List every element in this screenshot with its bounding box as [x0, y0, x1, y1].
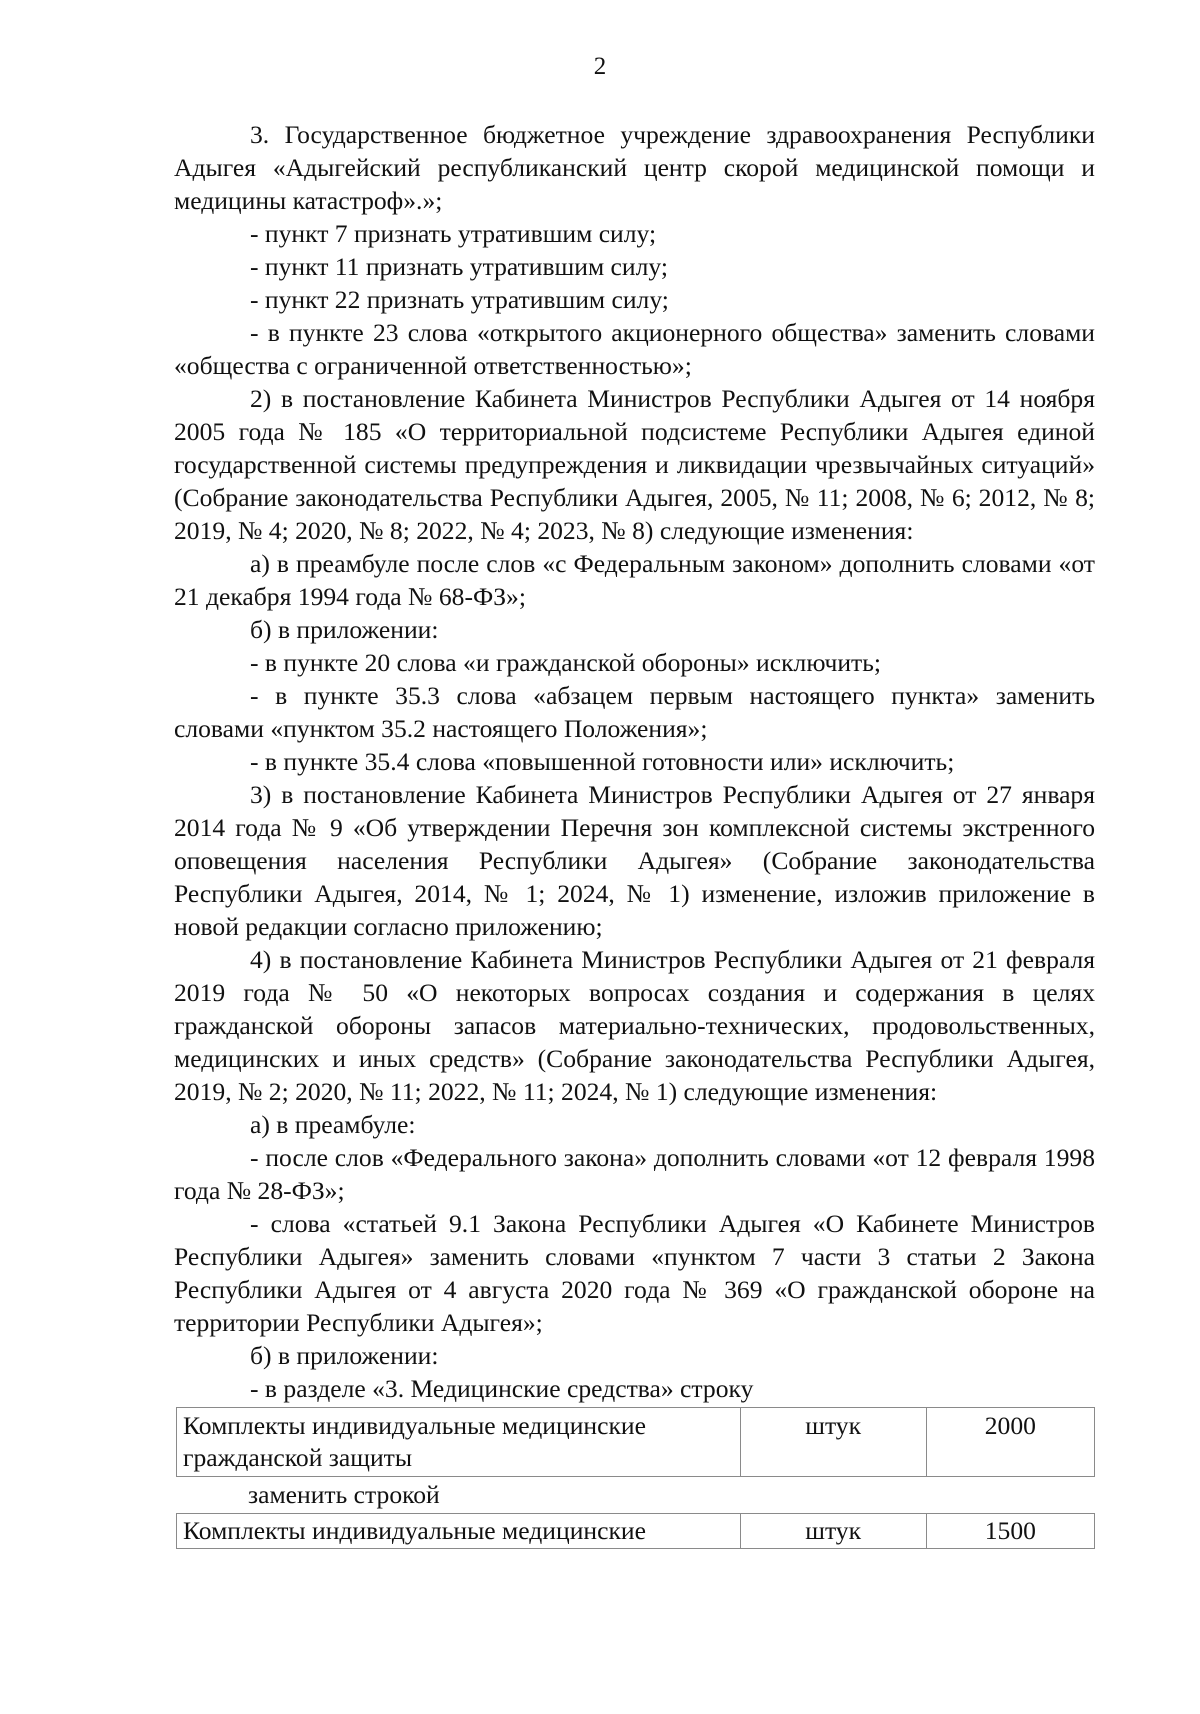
paragraph-amendment-4a: а) в преамбуле: [250, 1110, 416, 1139]
paragraph-point-7-repealed: - пункт 7 признать утратившим силу; [250, 219, 657, 248]
paragraph-item-3-institution: 3. Государственное бюджетное учреждение здравоохранения Республики Адыгея «Адыгейский республиканский центр скорой медицинской помощи и медицины катастроф».»; [174, 120, 1095, 215]
paragraph-point-22-repealed: - пункт 22 признать утратившим силу; [250, 285, 669, 314]
old-row-unit: штук [740, 1408, 926, 1477]
new-row-name: Комплекты индивидуальные медицинские [177, 1514, 741, 1549]
new-row-table [176, 1513, 1095, 1549]
paragraph-amendment-2a: а) в преамбуле после слов «с Федеральным законом» дополнить словами «от 21 декабря 1994 года № 68-ФЗ»; [174, 549, 1095, 611]
paragraph-federal-law-addition: - после слов «Федерального закона» дополнить словами «от 12 февраля 1998 года № 28-ФЗ»; [174, 1143, 1095, 1205]
paragraph-amendment-4: 4) в постановление Кабинета Министров Республики Адыгея от 21 февраля 2019 года № 50 «О некоторых вопросах создания и содержания в целях гражданской обороны запасов материально-технических, продовольственных, медицинских и иных средств» (Собрание законодательства Республики Адыгея, 2019, № 2; 2020, № 11; 2022, № 11; 2024, № 1) следующие изменения: [174, 945, 1095, 1106]
paragraph-amendment-4b: б) в приложении: [250, 1341, 439, 1370]
paragraph-point-11-repealed: - пункт 11 признать утратившим силу; [250, 252, 668, 281]
paragraph-point-23-replace: - в пункте 23 слова «открытого акционерного общества» заменить словами «общества с ограниченной ответственностью»; [174, 318, 1095, 380]
table-row [177, 1514, 1095, 1549]
paragraph-amendment-2: 2) в постановление Кабинета Министров Республики Адыгея от 14 ноября 2005 года № 185 «О территориальной подсистеме Республики Адыгея единой государственной системы предупреждения и ликвидации чрезвычайных ситуаций» (Собрание законодательства Республики Адыгея, 2005, № 11; 2008, № 6; 2012, № 8; 2019, № 4; 2020, № 8; 2022, № 4; 2023, № 8) следующие изменения: [174, 384, 1095, 545]
paragraph-amendment-3: 3) в постановление Кабинета Министров Республики Адыгея от 27 января 2014 года № 9 «Об утверждении Перечня зон комплексной системы экстренного оповещения населения Республики Адыгея» (Собрание законодательства Республики Адыгея, 2014, № 1; 2024, № 1) изменение, изложив приложение в новой редакции согласно приложению; [174, 780, 1095, 941]
new-row-unit: штук [740, 1514, 926, 1549]
old-row-quantity: 2000 [926, 1408, 1094, 1477]
replace-label: заменить строкой [248, 1480, 440, 1509]
old-row-table [176, 1407, 1095, 1477]
paragraph-amendment-2b: б) в приложении: [250, 615, 439, 644]
document-body [174, 118, 1095, 1549]
paragraph-point-35-3-replace: - в пункте 35.3 слова «абзацем первым настоящего пункта» заменить словами «пунктом 35.2 настоящего Положения»; [174, 681, 1095, 743]
table-row [177, 1408, 1095, 1477]
paragraph-point-20-exclude: - в пункте 20 слова «и гражданской обороны» исключить; [250, 648, 881, 677]
paragraph-article-9-1-replace: - слова «статьей 9.1 Закона Республики Адыгея «О Кабинете Министров Республики Адыгея» заменить словами «пунктом 7 части 3 статьи 2 Закона Республики Адыгея от 4 августа 2020 года № 369 «О гражданской обороне на территории Республики Адыгея»; [174, 1209, 1095, 1337]
new-row-quantity: 1500 [926, 1514, 1094, 1549]
page-number: 2 [593, 53, 607, 80]
row-intro: - в разделе «3. Медицинские средства» строку [250, 1374, 754, 1403]
old-row-name: Комплекты индивидуальные медицинские гражданской защиты [177, 1408, 741, 1477]
paragraph-point-35-4-exclude: - в пункте 35.4 слова «повышенной готовности или» исключить; [250, 747, 955, 776]
